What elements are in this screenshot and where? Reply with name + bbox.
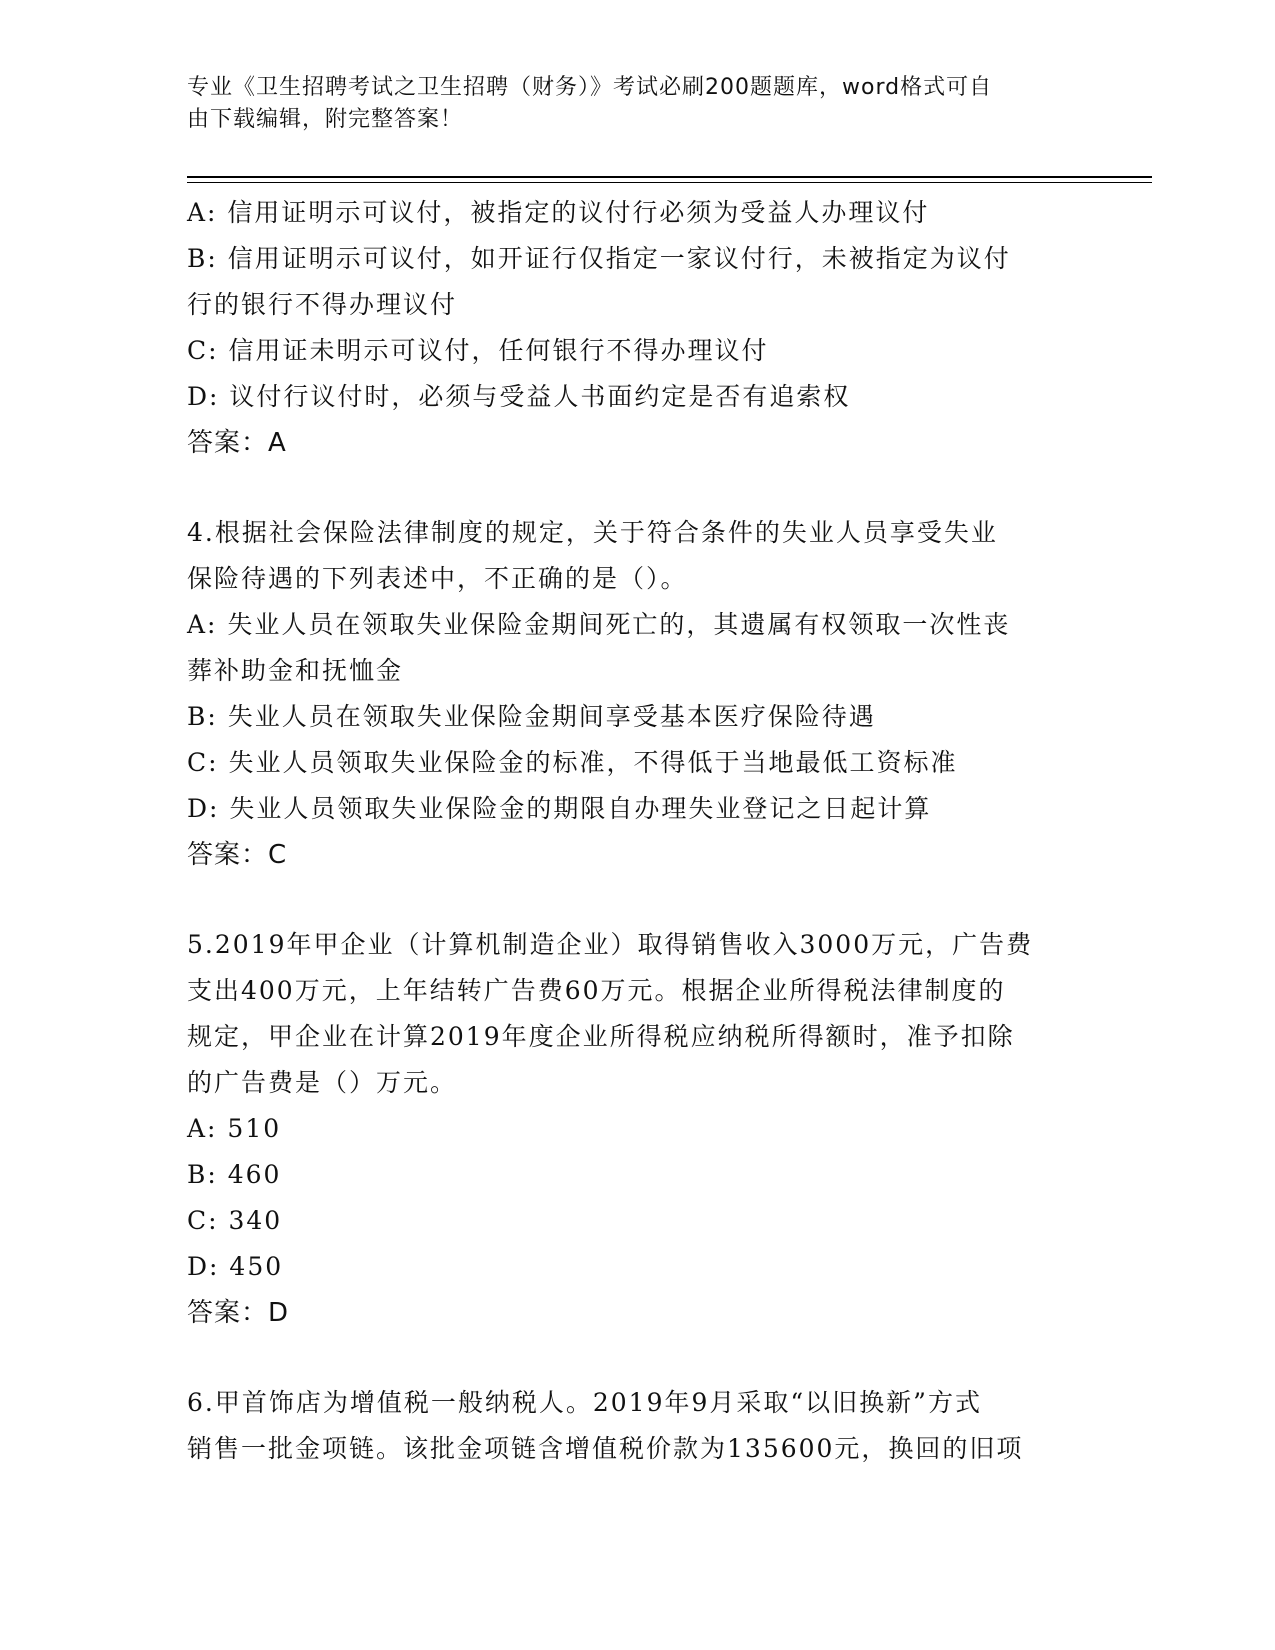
header-line-1: 专业《卫生招聘考试之卫生招聘（财务）》考试必刷200题题库，word格式可自 xyxy=(187,75,993,100)
header-divider-thin xyxy=(187,182,1152,183)
spacer xyxy=(187,466,1087,510)
option-d: D: 450 xyxy=(187,1252,284,1281)
question-3 xyxy=(187,190,1087,466)
spacer xyxy=(187,1336,1087,1380)
question-6 xyxy=(187,1380,1087,1472)
answer: 答案：C xyxy=(187,840,288,870)
header-divider-thick xyxy=(187,176,1152,178)
option-b: B: 信用证明示可议付，如开证行仅指定一家议付行，未被指定为议付 xyxy=(187,244,1011,273)
question-stem-continued: 支出400万元，上年结转广告费60万元。根据企业所得税法律制度的 xyxy=(187,976,1006,1005)
header-line-2: 由下载编辑，附完整答案！ xyxy=(187,107,464,132)
question-stem: 6.甲首饰店为增值税一般纳税人。2019年9月采取“以旧换新”方式 xyxy=(187,1388,982,1417)
question-stem-continued: 销售一批金项链。该批金项链含增值税价款为135600元，换回的旧项 xyxy=(187,1434,1024,1463)
option-b: B: 失业人员在领取失业保险金期间享受基本医疗保险待遇 xyxy=(187,702,876,731)
question-stem: 4.根据社会保险法律制度的规定，关于符合条件的失业人员享受失业 xyxy=(187,518,998,547)
question-stem-continued: 保险待遇的下列表述中，不正确的是（）。 xyxy=(187,564,688,593)
option-a: A: 信用证明示可议付，被指定的议付行必须为受益人办理议付 xyxy=(187,198,930,227)
answer: 答案：A xyxy=(187,428,287,458)
option-a: A: 失业人员在领取失业保险金期间死亡的，其遗属有权领取一次性丧 xyxy=(187,610,1011,639)
option-d: D: 失业人员领取失业保险金的期限自办理失业登记之日起计算 xyxy=(187,794,932,823)
option-c: C: 340 xyxy=(187,1206,283,1235)
question-stem: 5.2019年甲企业（计算机制造企业）取得销售收入3000万元，广告费 xyxy=(187,930,1034,959)
question-stem-continued: 的广告费是（）万元。 xyxy=(187,1068,458,1097)
header-title xyxy=(187,72,1067,136)
option-d: D: 议付行议付时，必须与受益人书面约定是否有追索权 xyxy=(187,382,851,411)
question-content xyxy=(187,190,1087,1472)
spacer xyxy=(187,878,1087,922)
option-a-continued: 葬补助金和抚恤金 xyxy=(187,656,404,685)
option-a: A: 510 xyxy=(187,1114,282,1143)
option-c: C: 失业人员领取失业保险金的标准，不得低于当地最低工资标准 xyxy=(187,748,958,777)
question-5 xyxy=(187,922,1087,1336)
option-b-continued: 行的银行不得办理议付 xyxy=(187,290,458,319)
question-stem-continued: 规定，甲企业在计算2019年度企业所得税应纳税所得额时，准予扣除 xyxy=(187,1022,1015,1051)
question-4 xyxy=(187,510,1087,878)
option-c: C: 信用证未明示可议付，任何银行不得办理议付 xyxy=(187,336,769,365)
option-b: B: 460 xyxy=(187,1160,282,1189)
answer: 答案：D xyxy=(187,1298,290,1328)
